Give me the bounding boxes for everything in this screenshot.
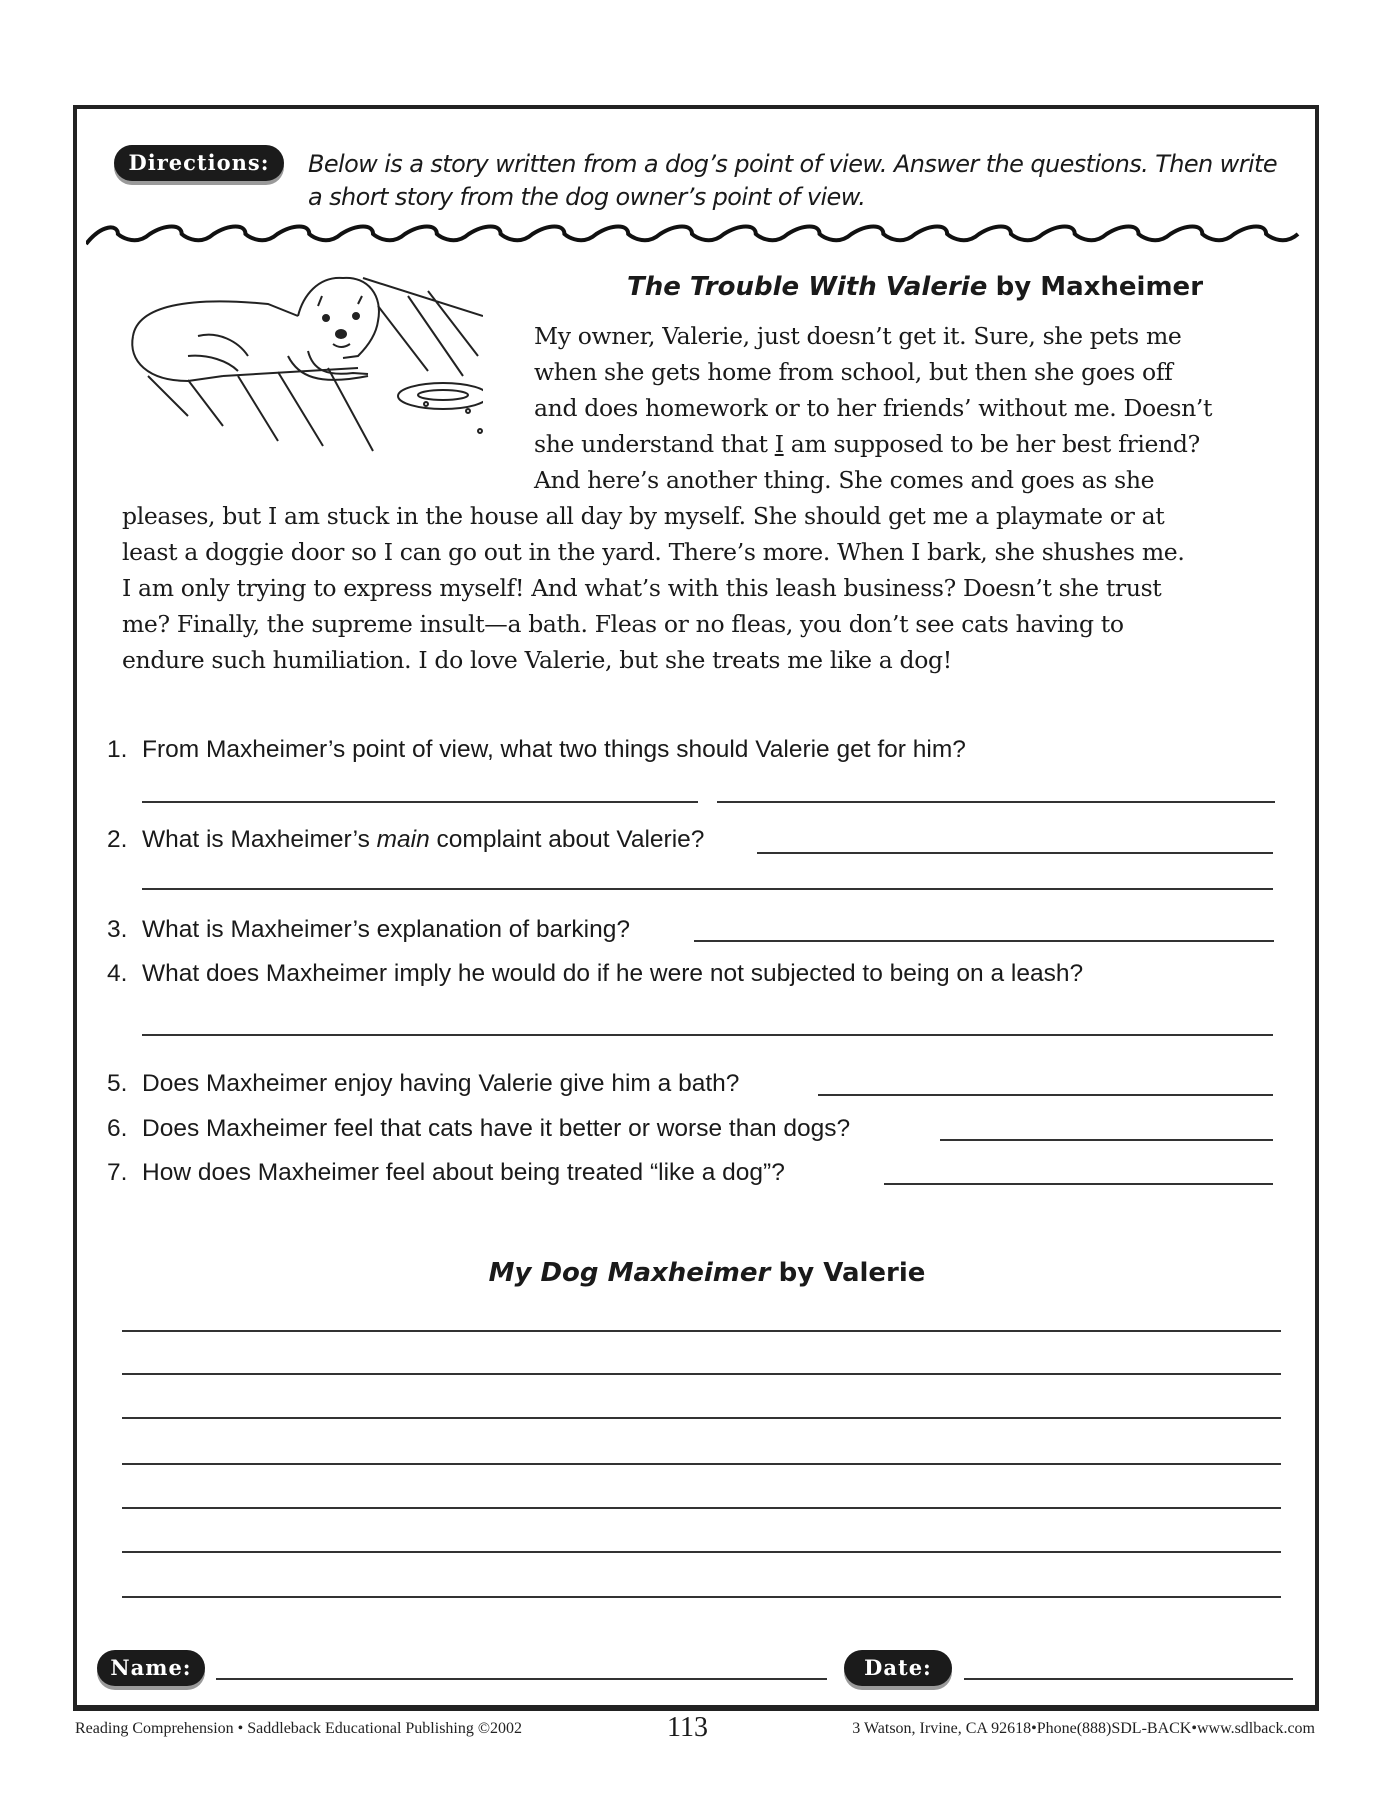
date-field[interactable] xyxy=(964,1678,1293,1680)
question-text-part: Does Maxheimer feel that cats have it better or worse than dogs? xyxy=(142,1115,851,1142)
story-line: she understand that I am supposed to be her best friend? xyxy=(534,430,1200,458)
question-text xyxy=(142,1115,850,1143)
writing-title-italic: My Dog Maxheimer xyxy=(488,1258,771,1288)
page-number: 113 xyxy=(667,1712,708,1743)
answer-line[interactable] xyxy=(884,1183,1273,1185)
answer-line[interactable] xyxy=(142,888,1273,890)
question-number: 1. xyxy=(107,736,128,763)
wavy-divider xyxy=(86,222,1306,252)
directions-line: a short story from the dog owner’s point of view. xyxy=(308,183,866,211)
directions-line: Below is a story written from a dog’s point of view. Answer the questions. Then write xyxy=(308,150,1278,178)
question-text xyxy=(142,736,966,764)
question-text-part: What is Maxheimer’s explanation of barking? xyxy=(142,916,630,943)
answer-line[interactable] xyxy=(142,801,698,803)
story-title xyxy=(627,272,1203,302)
name-field[interactable] xyxy=(216,1678,827,1680)
writing-line[interactable] xyxy=(122,1507,1281,1509)
date-badge: Date: xyxy=(844,1650,952,1686)
story-line: pleases, but I am stuck in the house all day by myself. She should get me a playmate or at xyxy=(122,502,1165,530)
question-emphasis: main xyxy=(376,826,430,853)
story-author: by Maxheimer xyxy=(995,272,1204,302)
answer-line[interactable] xyxy=(717,801,1275,803)
question-text-part: What is Maxheimer’s xyxy=(142,826,377,853)
story-line: I am only trying to express myself! And what’s with this leash business? Doesn’t she trust xyxy=(122,574,1162,602)
question-text-part: How does Maxheimer feel about being treated “like a dog”? xyxy=(142,1159,785,1186)
story-line: and does homework or to her friends’ without me. Doesn’t xyxy=(534,394,1213,422)
writing-line[interactable] xyxy=(122,1330,1281,1332)
writing-title xyxy=(489,1258,926,1288)
question-text xyxy=(142,826,704,854)
story-line: endure such humiliation. I do love Valerie, but she treats me like a dog! xyxy=(122,646,952,674)
question-number: 2. xyxy=(107,826,128,853)
dog-illustration xyxy=(128,276,483,471)
story-line: least a doggie door so I can go out in the yard. There’s more. When I bark, she shushes me. xyxy=(122,538,1185,566)
story-title-italic: The Trouble With Valerie xyxy=(626,272,988,302)
website-link[interactable]: www.sdlback.com xyxy=(1196,1720,1315,1737)
footer-publisher: Reading Comprehension • Saddleback Educational Publishing ©2002 xyxy=(75,1720,523,1737)
answer-line[interactable] xyxy=(142,1034,1273,1036)
writing-line[interactable] xyxy=(122,1596,1281,1598)
directions-badge: Directions: xyxy=(114,145,284,181)
footer-contact xyxy=(852,1720,1315,1738)
answer-line[interactable] xyxy=(694,940,1274,942)
writing-line[interactable] xyxy=(122,1551,1281,1553)
writing-line[interactable] xyxy=(122,1373,1281,1375)
question-text-part: From Maxheimer’s point of view, what two things should Valerie get for him? xyxy=(142,736,966,763)
question-number: 4. xyxy=(107,960,128,987)
question-text-part: Does Maxheimer enjoy having Valerie give him a bath? xyxy=(142,1070,740,1097)
story-line: My owner, Valerie, just doesn’t get it. Sure, she pets me xyxy=(534,322,1182,350)
question-text xyxy=(142,960,1083,988)
question-number: 5. xyxy=(107,1070,128,1097)
question-number: 7. xyxy=(107,1159,128,1186)
writing-author: by Valerie xyxy=(778,1258,926,1288)
directions-text xyxy=(308,148,1308,214)
answer-line[interactable] xyxy=(940,1139,1273,1141)
answer-line[interactable] xyxy=(757,852,1273,854)
question-text xyxy=(142,916,630,944)
question-text-part: complaint about Valerie? xyxy=(429,826,705,853)
question-number: 3. xyxy=(107,916,128,943)
question-text xyxy=(142,1070,739,1098)
writing-line[interactable] xyxy=(122,1463,1281,1465)
question-text xyxy=(142,1159,785,1187)
question-text-part: What does Maxheimer imply he would do if he were not subjected to being on a leash? xyxy=(142,960,1084,987)
story-line: when she gets home from school, but then she goes off xyxy=(534,358,1173,386)
writing-line[interactable] xyxy=(122,1417,1281,1419)
question-number: 6. xyxy=(107,1115,128,1142)
name-badge: Name: xyxy=(97,1650,205,1686)
answer-line[interactable] xyxy=(818,1094,1273,1096)
story-line: me? Finally, the supreme insult—a bath. Fleas or no fleas, you don’t see cats having to xyxy=(122,610,1124,638)
story-line: And here’s another thing. She comes and goes as she xyxy=(534,466,1155,494)
footer-address: 3 Watson, Irvine, CA 92618•Phone(888)SDL-BACK• xyxy=(852,1720,1197,1737)
